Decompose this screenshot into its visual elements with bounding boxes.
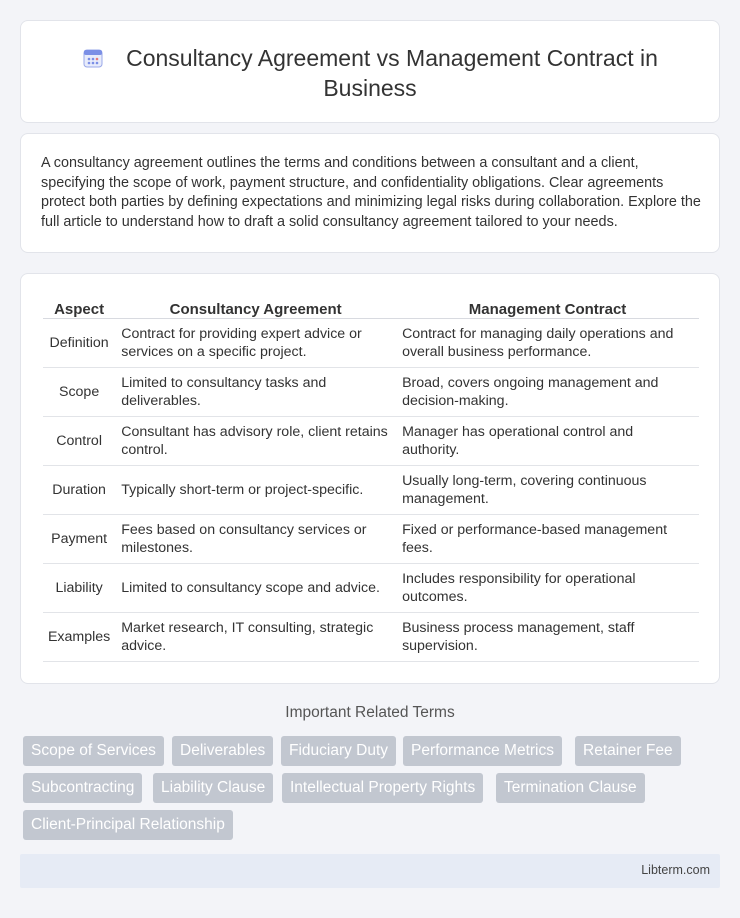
tag-termination-clause[interactable]: Termination Clause — [496, 773, 645, 803]
footer — [20, 854, 720, 888]
aspect-cell: Duration — [43, 465, 115, 514]
management-cell: Business process management, staff supervision. — [396, 612, 699, 661]
aspect-cell: Definition — [43, 318, 115, 367]
tag-performance-metrics[interactable]: Performance Metrics — [403, 736, 562, 766]
tag-fiduciary-duty[interactable]: Fiduciary Duty — [281, 736, 396, 766]
title-card — [20, 20, 720, 123]
consultancy-cell: Limited to consultancy scope and advice. — [115, 563, 396, 612]
management-cell: Usually long-term, covering continuous management. — [396, 465, 699, 514]
aspect-cell: Payment — [43, 514, 115, 563]
management-cell: Broad, covers ongoing management and decision-making. — [396, 367, 699, 416]
management-cell: Fixed or performance-based management fees. — [396, 514, 699, 563]
tag-scope-of-services[interactable]: Scope of Services — [23, 736, 164, 766]
intro-card — [20, 133, 720, 253]
table-row — [43, 514, 699, 563]
footer-site-link[interactable]: Libterm.com — [641, 863, 710, 877]
consultancy-cell: Consultant has advisory role, client retains control. — [115, 416, 396, 465]
management-cell: Manager has operational control and authority. — [396, 416, 699, 465]
tag-intellectual-property-rights[interactable]: Intellectual Property Rights — [282, 773, 483, 803]
tag-liability-clause[interactable]: Liability Clause — [153, 773, 273, 803]
related-terms-title: Important Related Terms — [285, 704, 455, 721]
header-aspect: Aspect — [43, 296, 115, 318]
table-row — [43, 563, 699, 612]
page-title: Consultancy Agreement vs Management Contract in Business — [126, 45, 658, 101]
header-management: Management Contract — [396, 296, 699, 318]
tag-retainer-fee[interactable]: Retainer Fee — [575, 736, 681, 766]
table-header-row — [43, 296, 699, 318]
aspect-cell: Liability — [43, 563, 115, 612]
consultancy-cell: Contract for providing expert advice or services on a specific project. — [115, 318, 396, 367]
title-wrap — [61, 43, 679, 103]
aspect-cell: Examples — [43, 612, 115, 661]
aspect-cell: Control — [43, 416, 115, 465]
tag-deliverables[interactable]: Deliverables — [172, 736, 273, 766]
comparison-card — [20, 273, 720, 684]
calendar-icon — [82, 47, 104, 69]
comparison-table — [43, 296, 699, 662]
table-row — [43, 416, 699, 465]
table-row — [43, 318, 699, 367]
consultancy-cell: Limited to consultancy tasks and deliverables. — [115, 367, 396, 416]
consultancy-cell: Fees based on consultancy services or milestones. — [115, 514, 396, 563]
aspect-cell: Scope — [43, 367, 115, 416]
table-row — [43, 465, 699, 514]
table-row — [43, 367, 699, 416]
table-row — [43, 612, 699, 661]
tag-subcontracting[interactable]: Subcontracting — [23, 773, 142, 803]
consultancy-cell: Typically short-term or project-specific. — [115, 465, 396, 514]
tag-client-principal-relationship[interactable]: Client-Principal Relationship — [23, 810, 233, 840]
header-consultancy: Consultancy Agreement — [115, 296, 396, 318]
consultancy-cell: Market research, IT consulting, strategic advice. — [115, 612, 396, 661]
intro-paragraph: A consultancy agreement outlines the terms and conditions between a consultant and a client, specifying the scope of work, payment structure, and confidentiality obligations. Clear agreements protect both parties by defining expectations and minimizing legal risks during collaboration. Explore the full article to understand how to draft a solid consultancy agreement tailored to your needs. — [41, 155, 701, 230]
management-cell: Includes responsibility for operational outcomes. — [396, 563, 699, 612]
management-cell: Contract for managing daily operations and overall business performance. — [396, 318, 699, 367]
